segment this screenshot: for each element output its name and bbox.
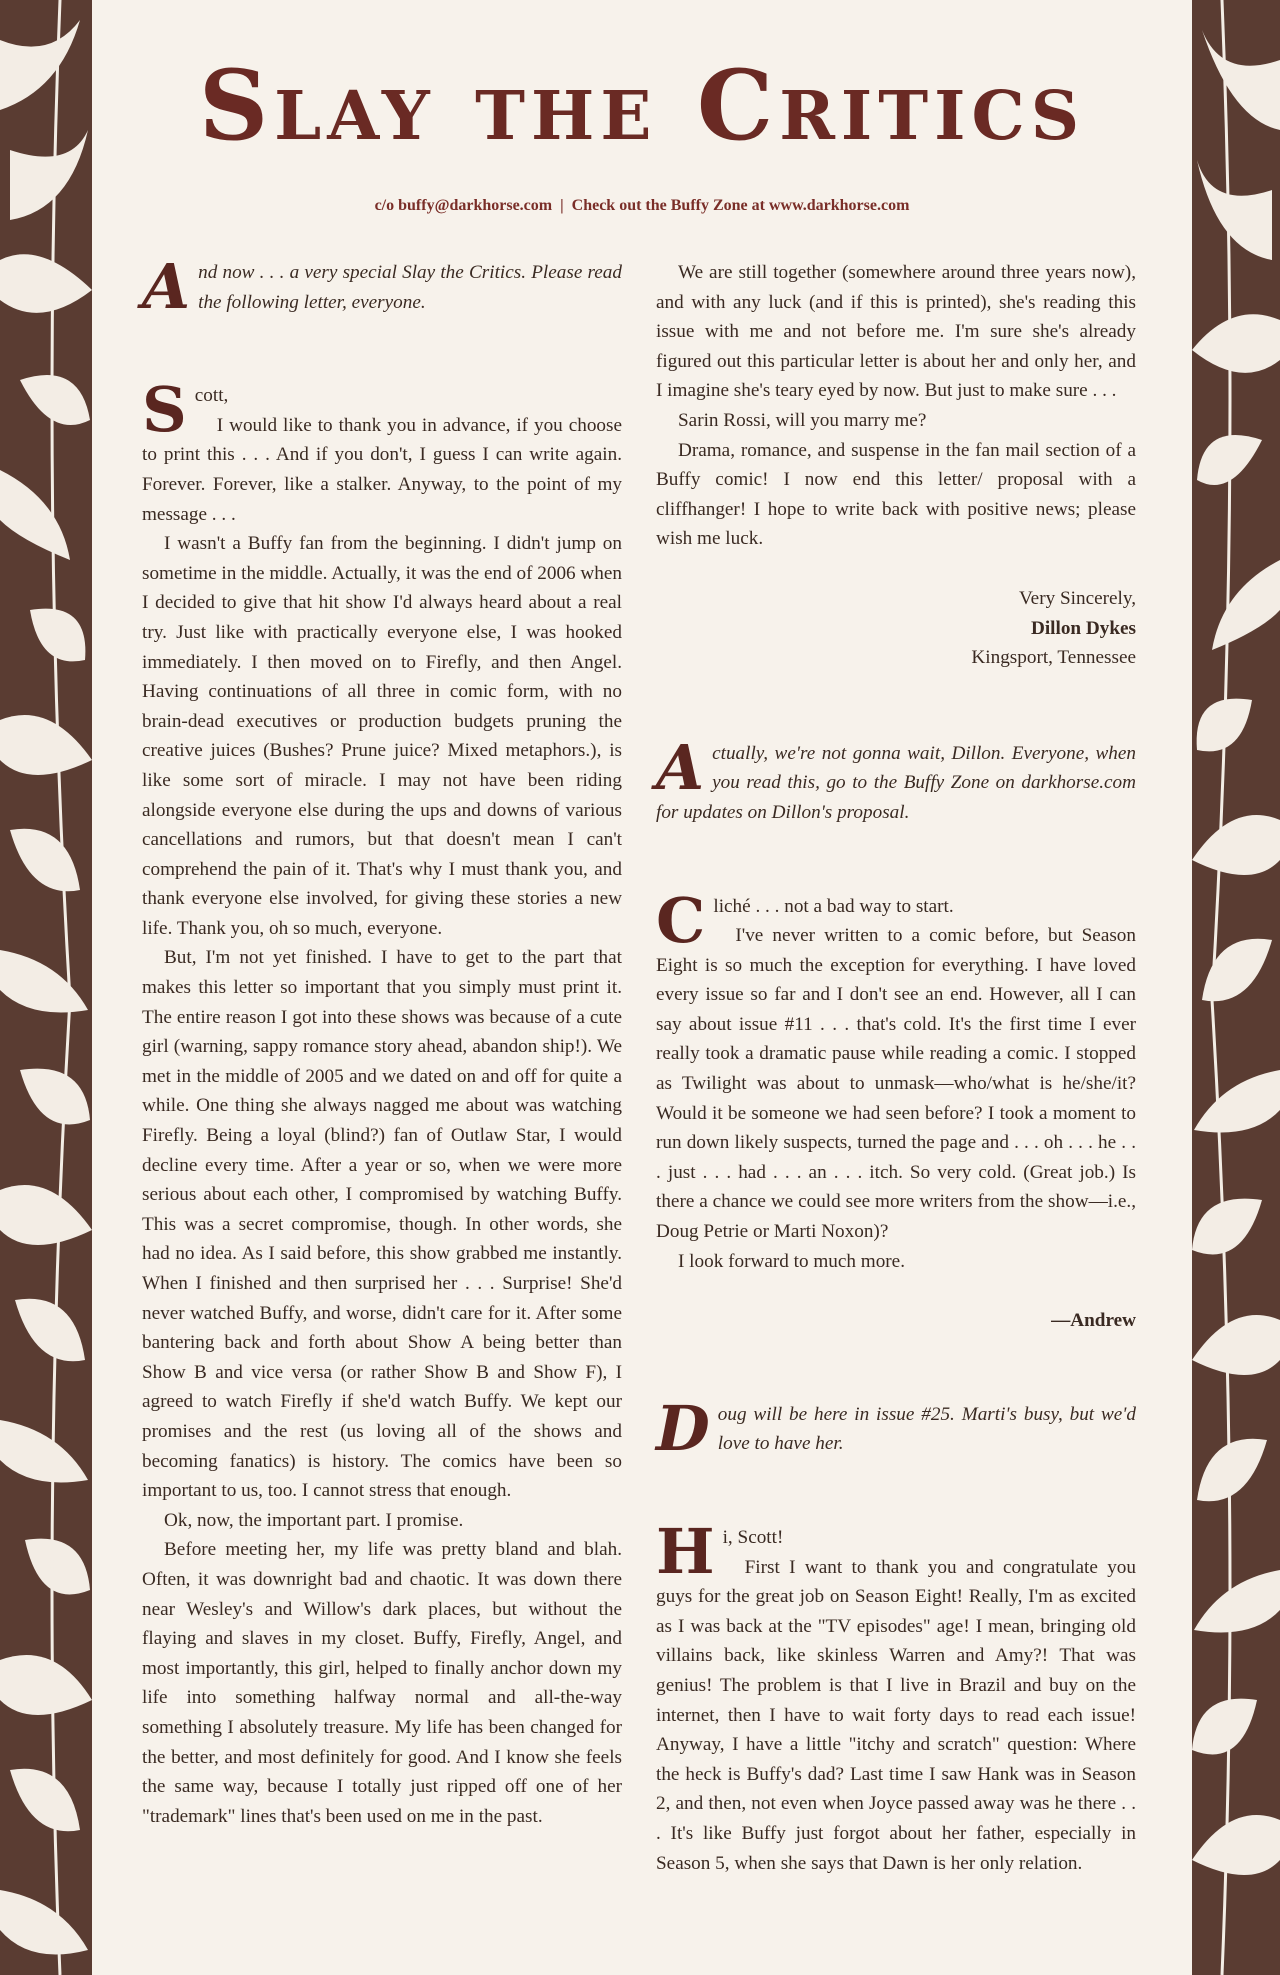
reply-text: ctually, we're not gonna wait, Dillon. Everyone, when you read this, go to the Buffy Zone on darkhorse.com for updates on Dillon's proposal.	[656, 742, 1136, 823]
letter-first-line: i, Scott!	[722, 1527, 784, 1548]
decorative-border-right	[1192, 0, 1280, 1975]
letter-greeting: cott,	[194, 385, 229, 407]
letter-paragraph: Sarin Rossi, will you marry me?	[678, 409, 927, 431]
letter-brazil	[656, 1515, 1136, 1878]
letter-paragraph: Drama, romance, and suspense in the fan mail section of a Buffy comic! I now end this letter/ proposal with a cliffhanger! I hope to write back with positive news; please wish me luck.	[656, 439, 1136, 550]
site-note: Check out the Buffy Zone at www.darkhorse.com	[571, 197, 910, 214]
drop-cap: D	[656, 1391, 710, 1465]
sign-name: Dillon Dykes	[1030, 617, 1136, 639]
drop-cap: H	[656, 1515, 715, 1588]
page-title: Slay the Critics	[198, 49, 1086, 162]
letter-paragraph: Before meeting her, my life was pretty bland and blah. Often, it was downright bad and chaotic. It was down there near Wesley's and Willow's dark places, but without the flaying and slaves in my closet. Buffy, Firefly, Angel, and most importantly, this girl, helped to finally anchor down my life into something halfway normal and all-the-way something I absolutely treasure. My life has been changed for the better, and most definitely for good. And I know she feels the same way, because I totally just ripped off one of her "trademark" lines that's been used on me in the past.	[142, 1539, 622, 1827]
contact-email: c/o buffy@darkhorse.com	[374, 197, 553, 214]
contact-separator: |	[560, 197, 564, 214]
letter-andrew	[656, 883, 1136, 1336]
letters-page	[92, 0, 1192, 1975]
drop-cap: A	[142, 250, 191, 323]
drop-cap: C	[656, 883, 706, 957]
letter-paragraph: We are still together (somewhere around three years now), and with any luck (and if this is printed), she's reading this issue with me and not before me. I'm sure she's already figured out this particular letter is about her and only her, and I imagine she's teary eyed by now. But just to make sure . . .	[656, 262, 1136, 402]
contact-line	[92, 197, 1192, 215]
decorative-border-left	[0, 0, 92, 1975]
editor-reply-1	[656, 730, 1136, 828]
letter-paragraph: I wasn't a Buffy fan from the beginning. I didn't jump on sometime in the middle. Actually, it was the end of 2006 when I decided to give that hit show I'd always heard about a real try. Just like with practically everyone else, I was hooked immediately. I then moved on to Firefly, and then Angel. Having continuations of all three in comic form, with no brain-dead executives or production budgets pruning the creative juices (Bushes? Prune juice? Mixed metaphors.), is like some sort of miracle. I may not have been riding alongside everyone else during the ups and downs of various cancellations and rumors, but that doesn't mean I can't comprehend the pain of it. That's why I must thank you, and thank everyone else involved, for giving these stories a new life. Thank you, oh so much, everyone.	[142, 533, 622, 939]
editor-intro	[142, 250, 622, 323]
letter-paragraph: Ok, now, the important part. I promise.	[164, 1509, 464, 1531]
intro-text: nd now . . . a very special Slay the Critics. Please read the following letter, everyone.	[198, 262, 622, 313]
sign-place: Kingsport, Tennessee	[971, 647, 1136, 669]
leaf-pattern-left	[0, 0, 92, 1975]
drop-cap: A	[656, 730, 705, 804]
sign-name: —Andrew	[1051, 1310, 1136, 1332]
right-column	[656, 258, 1136, 1878]
reply-text: oug will be here in issue #25. Marti's busy, but we'd love to have her.	[717, 1403, 1136, 1455]
editor-reply-2	[656, 1391, 1136, 1465]
letter-first-line: liché . . . not a bad way to start.	[713, 895, 954, 917]
letter-paragraph: I've never written to a comic before, but Season Eight is so much the exception for everything. I have loved every issue so far and I don't see an end. However, all I can say about issue #11 . . . that's cold. It's the first time I ever really took a dramatic pause while reading a comic. I stopped as Twilight was about to unmask—who/what is he/she/it? Would it be someone we had seen before? I took a moment to run down likely suspects, turned the page and . . . oh . . . he . . . just . . . had . . . an . . . itch. So very cold. (Great job.) Is there a chance we could see more writers from the show—i.e., Doug Petrie or Marti Noxon)?	[656, 925, 1136, 1243]
letter-paragraph: I look forward to much more.	[678, 1250, 905, 1272]
left-column	[142, 250, 622, 1831]
letter-paragraph: First I want to thank you and congratulate you guys for the great job on Season Eight! Really, I'm as excited as I was back at the "TV episodes" age! I mean, bringing old villains back, like skinless Warren and Amy?! That was genius! The problem is that I live in Brazil and buy on the internet, then I have to wait forty days to read each issue! Anyway, I have a little "itchy and scratch" question: Where the heck is Buffy's dad? Last time I saw Hank was in Season 2, and then, not even when Joyce passed away was he there . . . It's like Buffy just forgot about her father, especially in Season 5, when she says that Dawn is her only relation.	[656, 1556, 1136, 1874]
letter-paragraph: I would like to thank you in advance, if you choose to print this . . . And if you don't, I guess I can write again. Forever. Forever, like a stalker. Anyway, to the point of my message . . .	[142, 414, 622, 525]
letter-dillon-continued	[656, 258, 1136, 673]
drop-cap: S	[142, 373, 187, 447]
leaf-pattern-right	[1192, 0, 1280, 1975]
letter-dillon	[142, 373, 622, 1831]
sign-closing: Very Sincerely,	[1018, 587, 1136, 609]
letter-paragraph: But, I'm not yet finished. I have to get to the part that makes this letter so important that you simply must print it. The entire reason I got into these shows was because of a cute girl (warning, sappy romance story ahead, abandon ship!). We met in the middle of 2005 and we dated on and off for quite a while. One thing she always nagged me about was watching Firefly. Being a loyal (blind?) fan of Outlaw Star, I would decline every time. After a year or so, when we were more serious about each other, I compromised by watching Buffy. This was a secret compromise, though. In other words, she had no idea. As I said before, this show grabbed me instantly. When I finished and then surprised her . . . Surprise! She'd never watched Buffy, and worse, didn't care for it. After some bantering back and forth about Show A being better than Show B and vice versa (or rather Show B and Show F), I agreed to watch Firefly if she'd watch Buffy. We kept our promises and the rest (us loving all of the shows and becoming fanatics) is history. The comics have been so important to us, too. I cannot stress that enough.	[142, 947, 622, 1502]
